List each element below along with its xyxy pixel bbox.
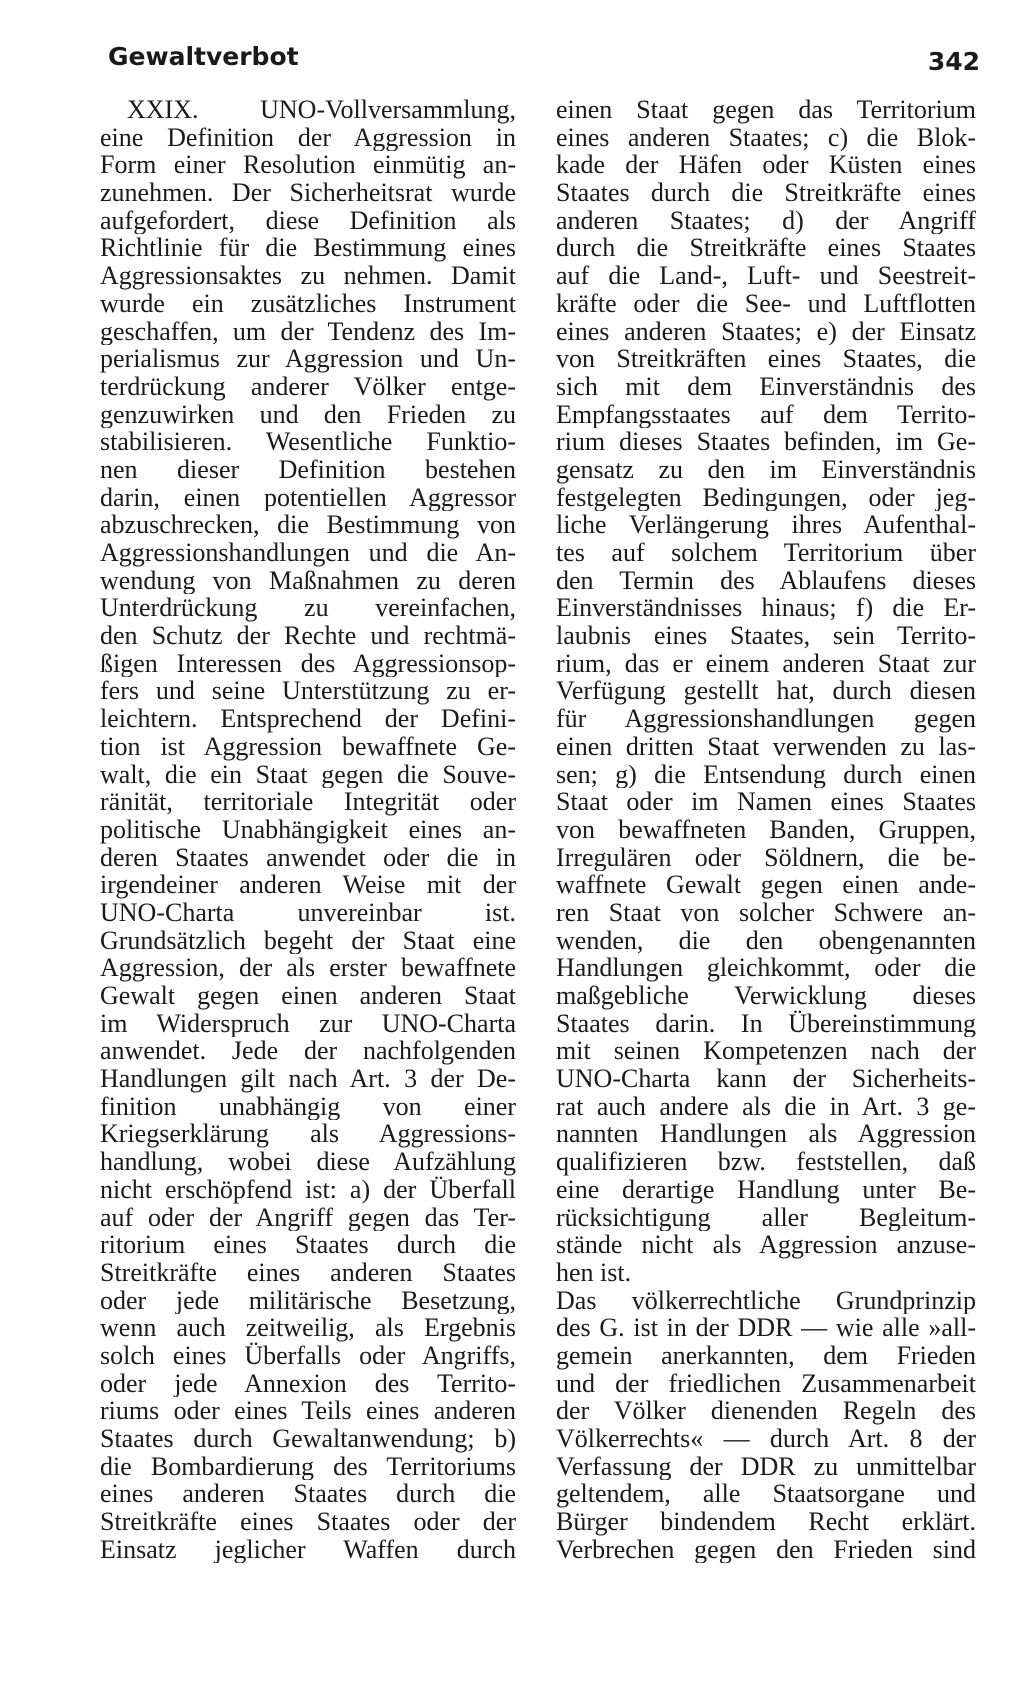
text-line: Völkerrechts« — durch Art. 8 der xyxy=(556,1425,976,1453)
text-line: UNO-Charta kann der Sicherheits- xyxy=(556,1065,976,1093)
text-line: von bewaffneten Banden, Gruppen, xyxy=(556,815,976,844)
text-line: Aggressionsaktes zu nehmen. Damit xyxy=(100,262,516,290)
text-line: Aggression, der als erster bewaffnete xyxy=(100,954,516,982)
text-line: auf die Land-, Luft- und Seestreit- xyxy=(556,262,976,290)
text-line: Richtlinie für die Bestimmung eines xyxy=(100,234,516,263)
text-line: stände nicht als Aggression anzuse- xyxy=(556,1231,976,1259)
text-line: Bürger bindendem Recht erklärt. xyxy=(556,1508,976,1536)
text-line: Staates durch die Streitkräfte eines xyxy=(556,179,976,207)
text-line: geschaffen, um der Tendenz des Im- xyxy=(100,317,516,346)
text-line: die Bombardierung des Territoriums xyxy=(100,1452,516,1481)
text-line: eines anderen Staates; c) die Blok- xyxy=(556,123,976,152)
text-line: oder jede Annexion des Territo- xyxy=(100,1369,516,1398)
text-line: kade der Häfen oder Küsten eines xyxy=(556,151,976,180)
text-line: ritorium eines Staates durch die xyxy=(100,1231,516,1259)
text-line: Empfangsstaates auf dem Territo- xyxy=(556,400,976,429)
text-line: Einsatz jeglicher Waffen durch xyxy=(100,1535,516,1564)
text-line: Das völkerrechtliche Grundprinzip xyxy=(556,1286,976,1315)
text-line: eines anderen Staates durch die xyxy=(100,1480,516,1509)
text-line: sen; g) die Entsendung durch einen xyxy=(556,760,976,789)
text-line: nen dieser Definition bestehen xyxy=(100,455,516,484)
text-line: nicht erschöpfend ist: a) der Überfall xyxy=(100,1175,516,1204)
text-line: rium, das er einem anderen Staat zur xyxy=(556,649,976,678)
text-line: Verbrechen gegen den Frieden sind xyxy=(556,1535,976,1564)
text-line: qualifizieren bzw. feststellen, daß xyxy=(556,1148,976,1176)
text-column-left xyxy=(100,96,516,1563)
text-line: für Aggressionshandlungen gegen xyxy=(556,705,976,733)
text-line: XXIX. UNO-Vollversammlung, xyxy=(127,96,516,124)
text-line: perialismus zur Aggression und Un- xyxy=(100,345,516,373)
text-line: anwendet. Jede der nachfolgenden xyxy=(100,1037,516,1066)
text-line: geltendem, alle Staatsorgane und xyxy=(556,1480,976,1509)
text-line: irgendeiner anderen Weise mit der xyxy=(100,871,516,899)
text-line: Unterdrückung zu vereinfachen, xyxy=(100,594,516,623)
text-line: politische Unabhängigkeit eines an- xyxy=(100,815,516,844)
text-line: eine derartige Handlung unter Be- xyxy=(556,1175,976,1204)
text-line: auf oder der Angriff gegen das Ter- xyxy=(100,1203,516,1232)
text-line: solch eines Überfalls oder Angriffs, xyxy=(100,1341,516,1370)
text-line: leichtern. Entsprechend der Defini- xyxy=(100,705,516,733)
text-line: maßgebliche Verwicklung dieses xyxy=(556,982,976,1010)
text-line: sich mit dem Einverständnis des xyxy=(556,372,976,401)
text-line: einen dritten Staat verwenden zu las- xyxy=(556,732,976,761)
text-line: Kriegserklärung als Aggressions- xyxy=(100,1120,516,1149)
text-line: rium dieses Staates befinden, im Ge- xyxy=(556,428,976,456)
text-line: den Termin des Ablaufens dieses xyxy=(556,566,976,595)
text-line: zunehmen. Der Sicherheitsrat wurde xyxy=(100,179,516,207)
text-line: ßigen Interessen des Aggressionsop- xyxy=(100,649,516,678)
text-line: walt, die ein Staat gegen die Souve- xyxy=(100,760,516,789)
text-line: riums oder eines Teils eines anderen xyxy=(100,1397,516,1425)
text-line: tes auf solchem Territorium über xyxy=(556,539,976,567)
text-line: Verfassung der DDR zu unmittelbar xyxy=(556,1452,976,1481)
text-line: von Streitkräften eines Staates, die xyxy=(556,345,976,373)
text-line: abzuschrecken, die Bestimmung von xyxy=(100,511,516,539)
text-line: Staat oder im Namen eines Staates xyxy=(556,788,976,816)
text-line: finition unabhängig von einer xyxy=(100,1092,516,1121)
text-line: laubnis eines Staates, sein Territo- xyxy=(556,622,976,650)
text-line: Einverständnisses hinaus; f) die Er- xyxy=(556,594,976,623)
text-line: der Völker dienenden Regeln des xyxy=(556,1397,976,1425)
text-line: stabilisieren. Wesentliche Funktio- xyxy=(100,428,516,456)
text-line: nannten Handlungen als Aggression xyxy=(556,1120,976,1149)
text-line: eines anderen Staates; e) der Einsatz xyxy=(556,317,976,346)
text-line: mit seinen Kompetenzen nach der xyxy=(556,1037,976,1066)
text-line: aufgefordert, diese Definition als xyxy=(100,206,516,235)
text-line: einen Staat gegen das Territorium xyxy=(556,96,976,124)
text-line: rücksichtigung aller Begleitum- xyxy=(556,1203,976,1232)
text-line: Grundsätzlich begeht der Staat eine xyxy=(100,926,516,955)
text-line: ränität, territoriale Integrität oder xyxy=(100,788,516,816)
text-line: gensatz zu den im Einverständnis xyxy=(556,455,976,484)
text-line: und der friedlichen Zusammenarbeit xyxy=(556,1369,976,1398)
text-line: liche Verlängerung ihres Aufenthal- xyxy=(556,511,976,539)
text-line: Verfügung gestellt hat, durch diesen xyxy=(556,677,976,706)
text-line: Handlungen gilt nach Art. 3 der De- xyxy=(100,1065,516,1093)
text-line: den Schutz der Rechte und rechtmä- xyxy=(100,622,516,650)
text-line: Aggressionshandlungen und die An- xyxy=(100,539,516,567)
text-line: darin, einen potentiellen Aggressor xyxy=(100,483,516,512)
text-line: eine Definition der Aggression in xyxy=(100,123,516,152)
text-line: festgelegten Bedingungen, oder jeg- xyxy=(556,483,976,512)
text-line: fers und seine Unterstützung zu er- xyxy=(100,677,516,706)
text-line: terdrückung anderer Völker entge- xyxy=(100,372,516,401)
text-line: wenn auch zeitweilig, als Ergebnis xyxy=(100,1314,516,1342)
text-line: handlung, wobei diese Aufzählung xyxy=(100,1148,516,1176)
text-line: Streitkräfte eines anderen Staates xyxy=(100,1258,516,1287)
page-number: 342 xyxy=(927,47,980,76)
text-column-right xyxy=(556,96,976,1563)
text-line: rat auch andere als die in Art. 3 ge- xyxy=(556,1092,976,1121)
text-line: kräfte oder die See- und Luftflotten xyxy=(556,289,976,318)
text-line: tion ist Aggression bewaffnete Ge- xyxy=(100,732,516,761)
text-line: wendung von Maßnahmen zu deren xyxy=(100,566,516,595)
text-line: Irregulären oder Söldnern, die be- xyxy=(556,843,976,872)
text-line: des G. ist in der DDR — wie alle »all- xyxy=(556,1314,976,1342)
text-line: genzuwirken und den Frieden zu xyxy=(100,400,516,429)
running-header-title: Gewaltverbot xyxy=(108,42,299,71)
text-line: Staates durch Gewaltanwendung; b) xyxy=(100,1425,516,1453)
text-line: hen ist. xyxy=(556,1258,632,1287)
text-line: ren Staat von solcher Schwere an- xyxy=(556,898,976,927)
text-line: im Widerspruch zur UNO-Charta xyxy=(100,1009,516,1038)
text-line: UNO-Charta unvereinbar ist. xyxy=(100,898,516,927)
text-line: wurde ein zusätzliches Instrument xyxy=(100,289,516,318)
text-line: wenden, die den obengenannten xyxy=(556,926,976,955)
text-line: durch die Streitkräfte eines Staates xyxy=(556,234,976,263)
text-line: Streitkräfte eines Staates oder der xyxy=(100,1508,516,1536)
text-line: deren Staates anwendet oder die in xyxy=(100,843,516,872)
text-line: oder jede militärische Besetzung, xyxy=(100,1286,516,1315)
text-line: gemein anerkannten, dem Frieden xyxy=(556,1341,976,1370)
text-line: Form einer Resolution einmütig an- xyxy=(100,151,516,180)
text-line: Handlungen gleichkommt, oder die xyxy=(556,954,976,982)
text-line: Gewalt gegen einen anderen Staat xyxy=(100,982,516,1010)
text-line: waffnete Gewalt gegen einen ande- xyxy=(556,871,976,899)
text-line: Staates darin. In Übereinstimmung xyxy=(556,1009,976,1038)
text-line: anderen Staates; d) der Angriff xyxy=(556,206,976,235)
